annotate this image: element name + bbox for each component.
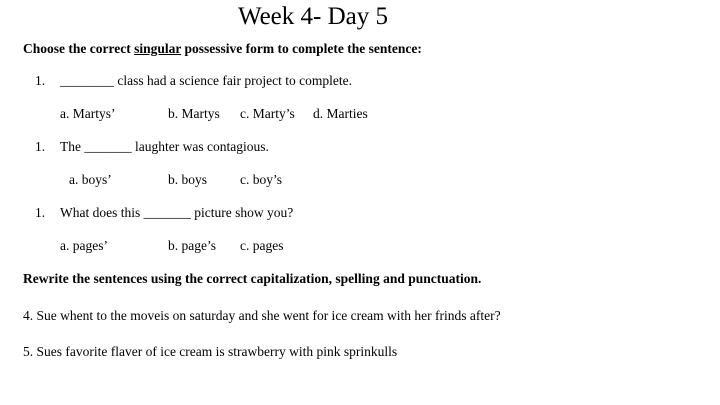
question-3-text: What does this _______ picture show you?: [60, 205, 294, 220]
question-3-option-c: c. pages: [240, 238, 284, 253]
question-3-number: 1.: [35, 205, 46, 220]
instruction-text-start: Choose the correct: [23, 41, 135, 56]
instruction-underlined-word: singular: [134, 41, 182, 56]
question-1-text: ________ class had a science fair project to complete.: [60, 73, 353, 88]
question-2-option-c: c. boy’s: [240, 172, 282, 187]
worksheet-title: Week 4- Day 5: [237, 3, 388, 30]
question-3-option-a: a. pages’: [60, 238, 108, 253]
question-1-option-a: a. Martys’: [60, 106, 116, 121]
question-1-option-d: d. Marties: [313, 106, 368, 121]
section2-instruction: Rewrite the sentences using the correct capitalization, spelling and punctuation.: [23, 271, 482, 286]
question-3-option-b: b. page’s: [168, 238, 216, 253]
question-2-number: 1.: [35, 139, 46, 154]
rewrite-sentence-5: 5. Sues favorite flaver of ice cream is strawberry with pink sprinkulls: [23, 344, 398, 359]
instruction-text-end: possessive form to complete the sentence:: [181, 41, 422, 56]
question-2-option-a: a. boys’: [69, 172, 112, 187]
question-1-number: 1.: [35, 73, 46, 88]
section1-instruction: [23, 41, 422, 57]
question-2-option-b: b. boys: [168, 172, 208, 187]
rewrite-sentence-4: 4. Sue whent to the moveis on saturday and she went for ice cream with her frinds after?: [23, 308, 501, 323]
question-1-option-b: b. Martys: [168, 106, 220, 121]
question-2-text: The _______ laughter was contagious.: [60, 139, 269, 154]
question-1-option-c: c. Marty’s: [240, 106, 295, 121]
